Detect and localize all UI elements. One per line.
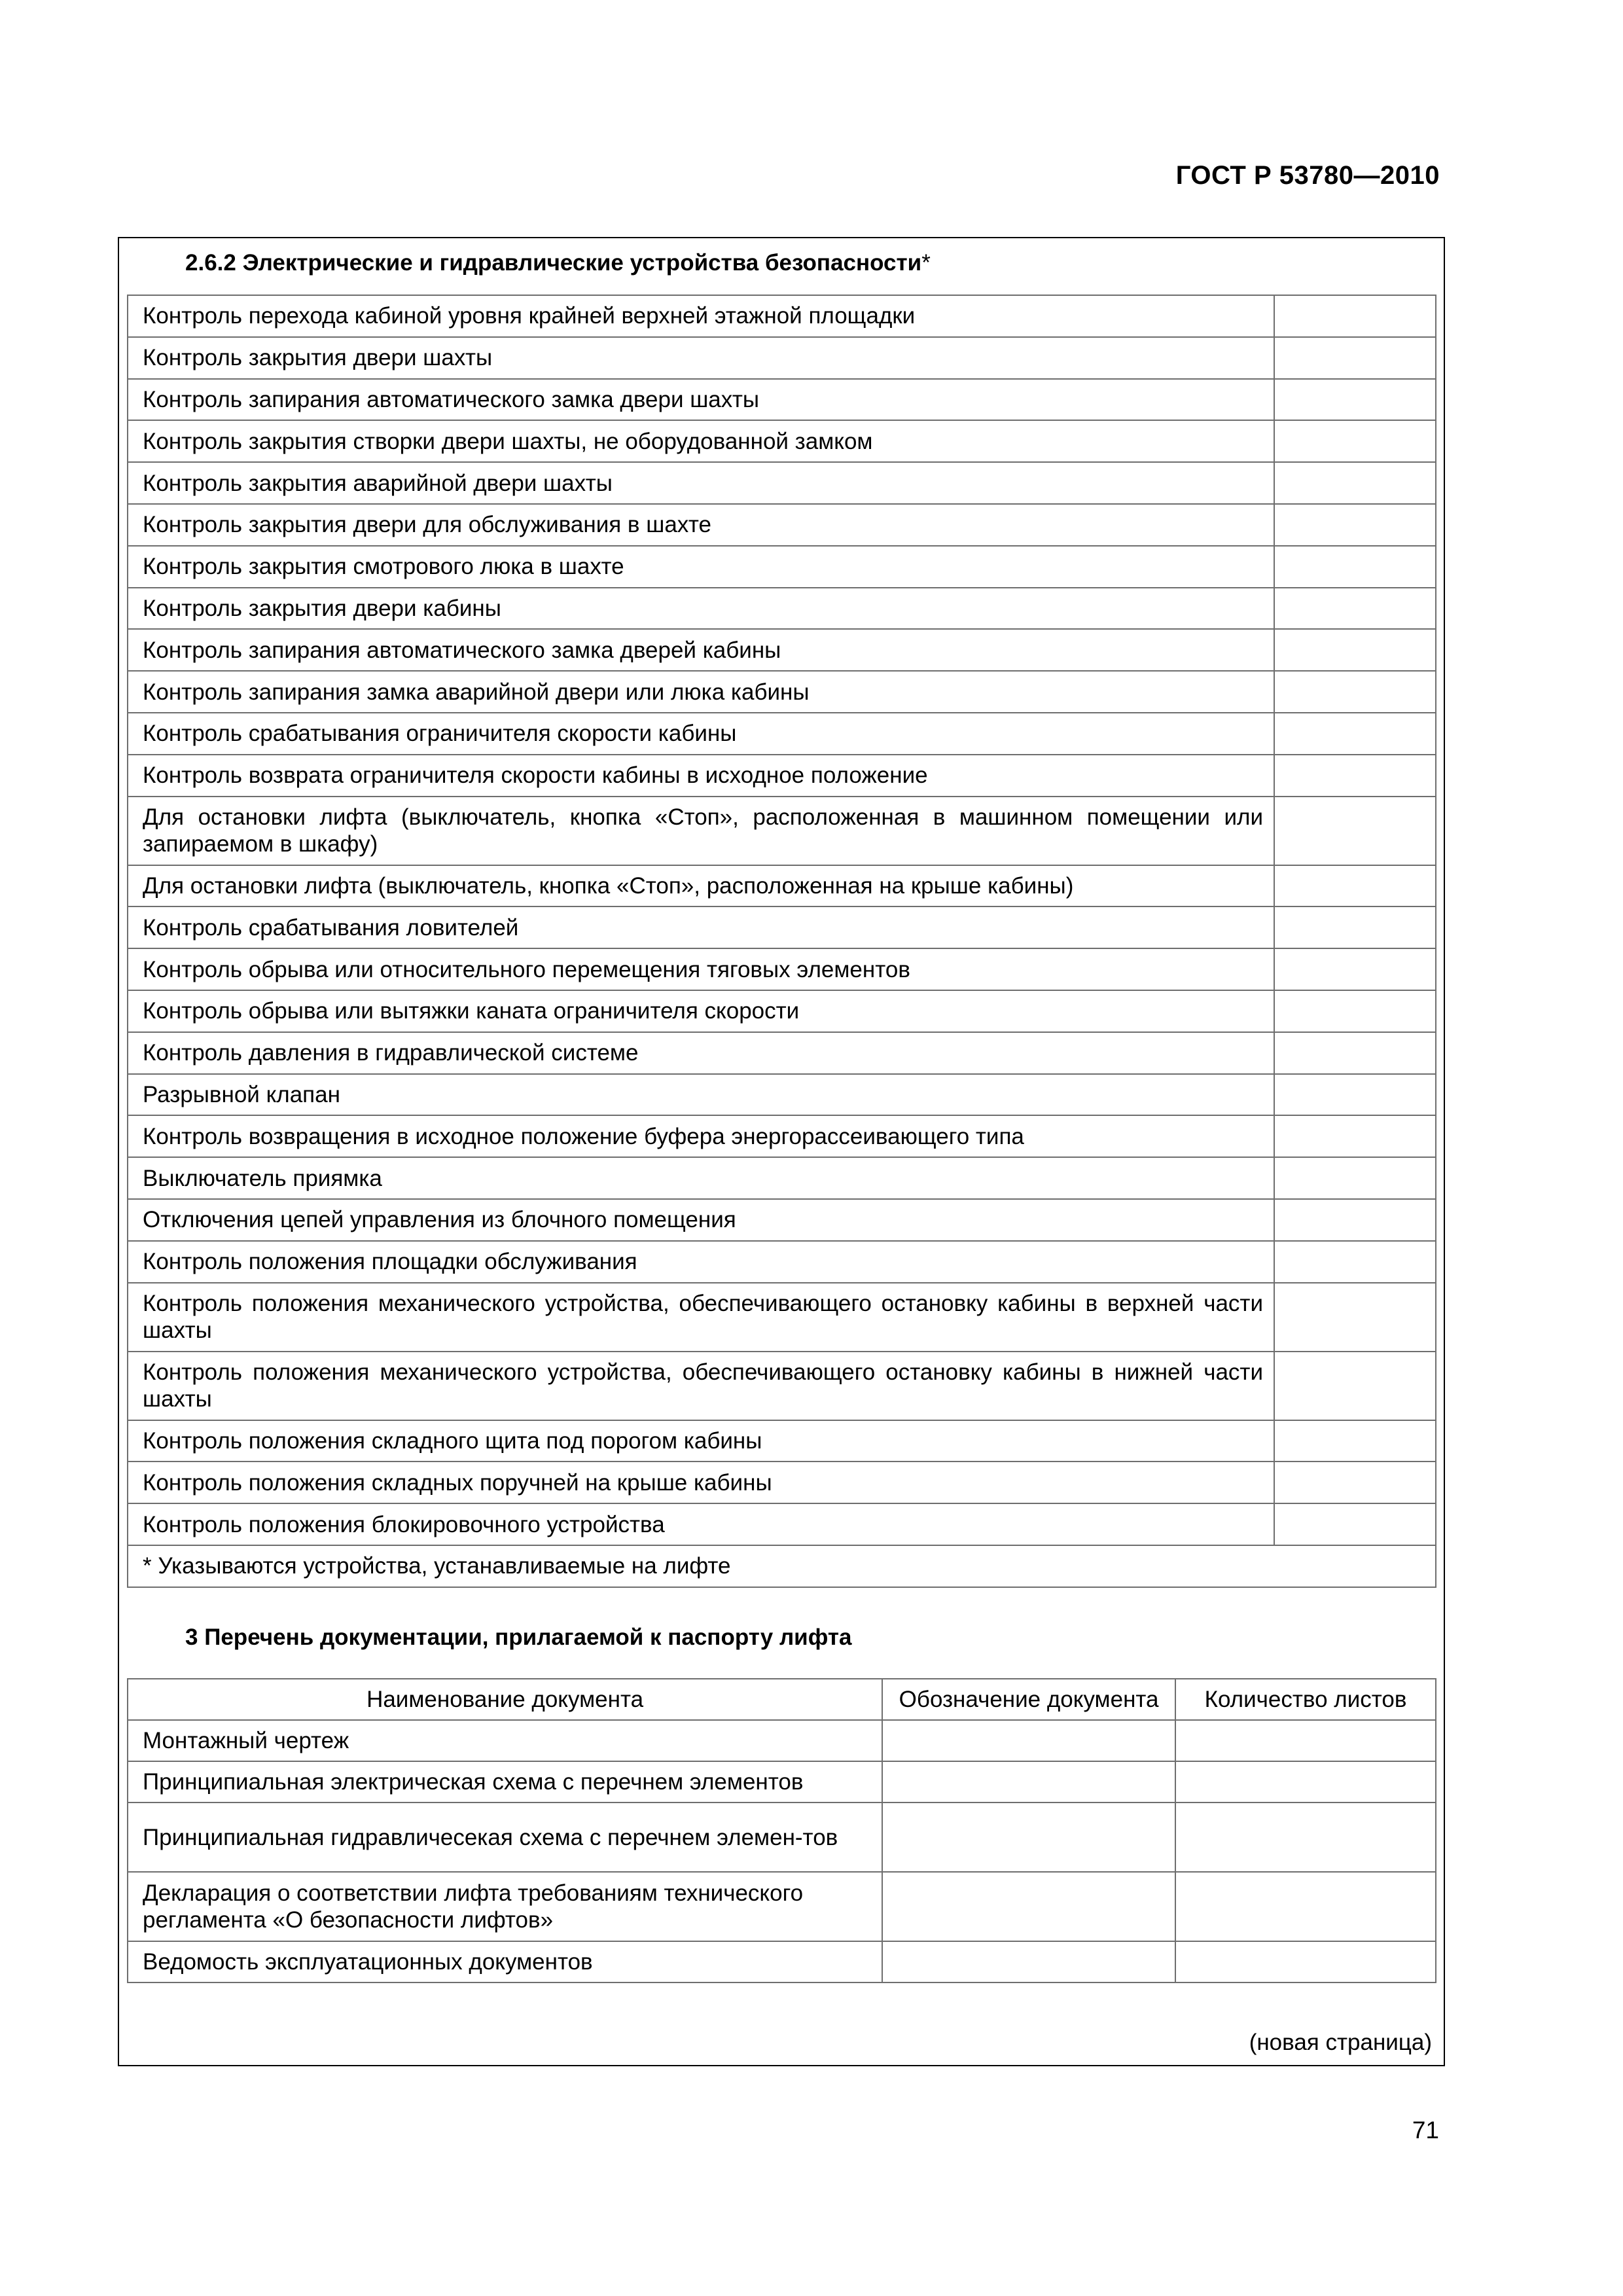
table-row bbox=[128, 588, 1436, 630]
device-name: Контроль срабатывания ограничителя скорости кабины bbox=[128, 713, 1274, 755]
table-row bbox=[128, 1872, 1436, 1941]
table-row bbox=[128, 865, 1436, 907]
check-cell[interactable] bbox=[1274, 1074, 1436, 1116]
check-cell[interactable] bbox=[1274, 1462, 1436, 1503]
table-row bbox=[128, 1941, 1436, 1982]
table-row bbox=[128, 1157, 1436, 1199]
check-cell[interactable] bbox=[1274, 546, 1436, 588]
device-name: Контроль закрытия смотрового люка в шахте bbox=[128, 546, 1274, 588]
sheets-cell[interactable] bbox=[1175, 1872, 1436, 1941]
table-row bbox=[128, 1761, 1436, 1803]
device-name: Контроль закрытия аварийной двери шахты bbox=[128, 462, 1274, 504]
check-cell[interactable] bbox=[1274, 865, 1436, 907]
device-name: Отключения цепей управления из блочного помещения bbox=[128, 1199, 1274, 1241]
standard-header: ГОСТ Р 53780—2010 bbox=[1175, 161, 1440, 190]
column-header-designation: Обозначение документа bbox=[882, 1679, 1175, 1720]
check-cell[interactable] bbox=[1274, 420, 1436, 462]
section-2-6-2-title bbox=[185, 250, 931, 276]
column-header-name: Наименование документа bbox=[128, 1679, 882, 1720]
document-name: Принципиальная электрическая схема с перечнем элементов bbox=[128, 1761, 882, 1803]
check-cell[interactable] bbox=[1274, 504, 1436, 546]
document-name: Принципиальная гидравличесекая схема с перечнем элемен-тов bbox=[128, 1803, 882, 1872]
documentation-table bbox=[127, 1678, 1436, 1983]
document-name: Монтажный чертеж bbox=[128, 1720, 882, 1761]
sheets-cell[interactable] bbox=[1175, 1720, 1436, 1761]
table-header-row bbox=[128, 1679, 1436, 1720]
device-name: Контроль положения площадки обслуживания bbox=[128, 1241, 1274, 1283]
device-name: Контроль закрытия двери для обслуживания в шахте bbox=[128, 504, 1274, 546]
check-cell[interactable] bbox=[1274, 713, 1436, 755]
footnote-row bbox=[128, 1545, 1436, 1587]
table-row bbox=[128, 337, 1436, 379]
device-name: Контроль возврата ограничителя скорости кабины в исходное положение bbox=[128, 755, 1274, 797]
table-row bbox=[128, 797, 1436, 865]
table-row bbox=[128, 1462, 1436, 1503]
table-row bbox=[128, 420, 1436, 462]
device-name: Контроль перехода кабиной уровня крайней верхней этажной площадки bbox=[128, 295, 1274, 337]
table-row bbox=[128, 1352, 1436, 1420]
device-name: Контроль закрытия двери кабины bbox=[128, 588, 1274, 630]
device-name: Контроль закрытия двери шахты bbox=[128, 337, 1274, 379]
device-name: Контроль срабатывания ловителей bbox=[128, 906, 1274, 948]
check-cell[interactable] bbox=[1274, 295, 1436, 337]
device-name: Контроль положения складных поручней на крыше кабины bbox=[128, 1462, 1274, 1503]
device-name: Контроль обрыва или вытяжки каната ограничителя скорости bbox=[128, 990, 1274, 1032]
check-cell[interactable] bbox=[1274, 379, 1436, 421]
check-cell[interactable] bbox=[1274, 948, 1436, 990]
table-row bbox=[128, 671, 1436, 713]
device-name: Контроль положения складного щита под порогом кабины bbox=[128, 1420, 1274, 1462]
device-name: Для остановки лифта (выключатель, кнопка «Стоп», расположенная на крыше кабины) bbox=[128, 865, 1274, 907]
check-cell[interactable] bbox=[1274, 1283, 1436, 1352]
table-row bbox=[128, 295, 1436, 337]
check-cell[interactable] bbox=[1274, 755, 1436, 797]
table-row bbox=[128, 948, 1436, 990]
device-name: Контроль запирания замка аварийной двери или люка кабины bbox=[128, 671, 1274, 713]
check-cell[interactable] bbox=[1274, 1420, 1436, 1462]
form-frame bbox=[118, 237, 1445, 2066]
footnote: * Указываются устройства, устанавливаемые на лифте bbox=[128, 1545, 1436, 1587]
sheets-cell[interactable] bbox=[1175, 1941, 1436, 1982]
new-page-note: (новая страница) bbox=[1249, 2030, 1432, 2055]
device-name: Контроль обрыва или относительного перемещения тяговых элементов bbox=[128, 948, 1274, 990]
check-cell[interactable] bbox=[1274, 1115, 1436, 1157]
check-cell[interactable] bbox=[1274, 671, 1436, 713]
check-cell[interactable] bbox=[1274, 337, 1436, 379]
check-cell[interactable] bbox=[1274, 462, 1436, 504]
table-row bbox=[128, 1115, 1436, 1157]
table-row bbox=[128, 1199, 1436, 1241]
table-row bbox=[128, 462, 1436, 504]
device-name: Контроль возвращения в исходное положение буфера энергорассеивающего типа bbox=[128, 1115, 1274, 1157]
device-name: Контроль запирания автоматического замка двери шахты bbox=[128, 379, 1274, 421]
check-cell[interactable] bbox=[1274, 1352, 1436, 1420]
document-name: Ведомость эксплуатационных документов bbox=[128, 1941, 882, 1982]
device-name: Контроль давления в гидравлической системе bbox=[128, 1032, 1274, 1074]
table-row bbox=[128, 629, 1436, 671]
check-cell[interactable] bbox=[1274, 797, 1436, 865]
table-row bbox=[128, 906, 1436, 948]
check-cell[interactable] bbox=[1274, 629, 1436, 671]
check-cell[interactable] bbox=[1274, 1503, 1436, 1545]
device-name: Контроль закрытия створки двери шахты, не оборудованной замком bbox=[128, 420, 1274, 462]
designation-cell[interactable] bbox=[882, 1941, 1175, 1982]
device-name: Разрывной клапан bbox=[128, 1074, 1274, 1116]
table-row bbox=[128, 1074, 1436, 1116]
table-row bbox=[128, 1241, 1436, 1283]
table-row bbox=[128, 755, 1436, 797]
table-row bbox=[128, 1503, 1436, 1545]
check-cell[interactable] bbox=[1274, 1241, 1436, 1283]
check-cell[interactable] bbox=[1274, 588, 1436, 630]
check-cell[interactable] bbox=[1274, 1199, 1436, 1241]
device-name: Контроль положения блокировочного устройства bbox=[128, 1503, 1274, 1545]
table-row bbox=[128, 1720, 1436, 1761]
table-row bbox=[128, 546, 1436, 588]
table-row bbox=[128, 504, 1436, 546]
title-footnote-mark: * bbox=[921, 250, 931, 276]
table-row bbox=[128, 1420, 1436, 1462]
device-name: Контроль положения механического устройства, обеспечивающего остановку кабины в нижней части шахты bbox=[128, 1352, 1274, 1420]
check-cell[interactable] bbox=[1274, 1157, 1436, 1199]
table-row bbox=[128, 379, 1436, 421]
sheets-cell[interactable] bbox=[1175, 1803, 1436, 1872]
section-3-title: 3 Перечень документации, прилагаемой к паспорту лифта bbox=[185, 1624, 852, 1650]
safety-devices-table bbox=[127, 295, 1436, 1588]
designation-cell[interactable] bbox=[882, 1720, 1175, 1761]
check-cell[interactable] bbox=[1274, 990, 1436, 1032]
table-row bbox=[128, 990, 1436, 1032]
section-2-6-2-title-text: 2.6.2 Электрические и гидравлические устройства безопасности bbox=[185, 250, 922, 276]
device-name: Для остановки лифта (выключатель, кнопка «Стоп», расположенная в машинном помещении или запираемом в шкафу) bbox=[128, 797, 1274, 865]
designation-cell[interactable] bbox=[882, 1803, 1175, 1872]
table-row bbox=[128, 1283, 1436, 1352]
table-row bbox=[128, 713, 1436, 755]
table-row bbox=[128, 1032, 1436, 1074]
designation-cell[interactable] bbox=[882, 1872, 1175, 1941]
check-cell[interactable] bbox=[1274, 1032, 1436, 1074]
column-header-sheets: Количество листов bbox=[1175, 1679, 1436, 1720]
device-name: Контроль запирания автоматического замка дверей кабины bbox=[128, 629, 1274, 671]
device-name: Контроль положения механического устройства, обеспечивающего остановку кабины в верхней части шахты bbox=[128, 1283, 1274, 1352]
sheets-cell[interactable] bbox=[1175, 1761, 1436, 1803]
page-number: 71 bbox=[1412, 2117, 1439, 2144]
device-name: Выключатель приямка bbox=[128, 1157, 1274, 1199]
table-row bbox=[128, 1803, 1436, 1872]
check-cell[interactable] bbox=[1274, 906, 1436, 948]
designation-cell[interactable] bbox=[882, 1761, 1175, 1803]
document-name: Декларация о соответствии лифта требованиям технического регламента «О безопасности лифтов» bbox=[128, 1872, 882, 1941]
